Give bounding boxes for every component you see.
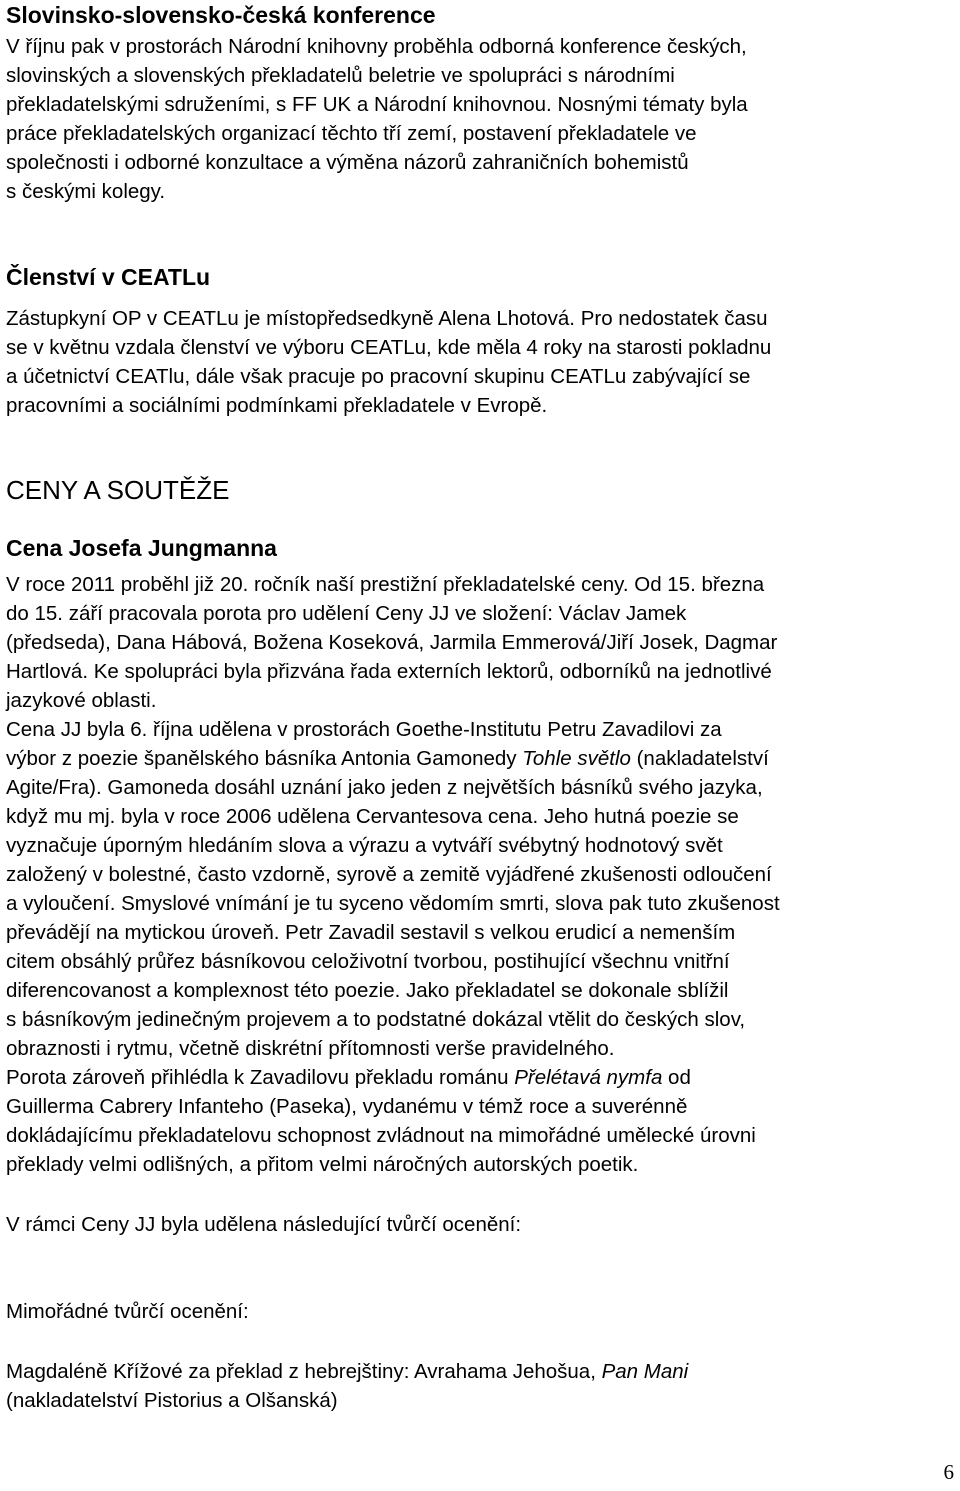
ceatl-heading: Členství v CEATLu xyxy=(6,264,211,290)
text-line: jazykové oblasti. xyxy=(6,689,157,712)
extra-award-entry xyxy=(6,1357,956,1415)
text-line: překladatelskými sdruženími, s FF UK a Národní knihovnou. Nosnými tématy byla xyxy=(6,93,748,116)
text-line: s básníkovým jedinečným projevem a to podstatné dokázal vtělit do českých slov, xyxy=(6,1008,746,1031)
text-line-novel xyxy=(6,1063,956,1092)
awards-heading: CENY A SOUTĚŽE xyxy=(6,475,230,505)
conference-paragraph xyxy=(6,32,956,206)
page-number: 6 xyxy=(943,1460,954,1484)
text-line: citem obsáhlý průřez básníkovou celoživotní tvorbou, postihující všechnu vnitřní xyxy=(6,950,730,973)
text-line: s českými kolegy. xyxy=(6,180,166,203)
conference-heading: Slovinsko-slovensko-česká konference xyxy=(6,2,436,28)
creative-awards-intro xyxy=(6,1210,956,1239)
jungmann-section xyxy=(6,533,956,1179)
award-pre: Magdaléně Křížové za překlad z hebrejštiny: Avrahama Jehošua, xyxy=(6,1360,602,1383)
text-line: dokládajícímu překladatelovu schopnost zvládnout na mimořádné umělecké úrovni xyxy=(6,1124,756,1147)
text-line: (nakladatelství Pistorius a Olšanská) xyxy=(6,1389,338,1412)
book-title: Tohle světlo xyxy=(522,747,631,770)
ceatl-section xyxy=(6,262,956,420)
text-line: Hartlová. Ke spolupráci byla přizvána řada externích lektorů, odborníků na jednotlivé xyxy=(6,660,772,683)
award-line xyxy=(6,1357,956,1386)
novel-line-pre: Porota zároveň přihlédla k Zavadilovu překladu románu xyxy=(6,1066,515,1089)
text-line: diferencovanost a komplexnost této poezie. Jako překladatel se dokonale sblížil xyxy=(6,979,729,1002)
book-line-pre: výbor z poezie španělského básníka Antonia Gamonedy xyxy=(6,747,523,770)
conference-section xyxy=(6,0,956,206)
text-line: obraznosti i rytmu, včetně diskrétní přítomnosti verše pravidelného. xyxy=(6,1037,615,1060)
text-line: do 15. září pracovala porota pro udělení Ceny JJ ve složení: Václav Jamek xyxy=(6,602,687,625)
extra-award-heading xyxy=(6,1297,956,1326)
text-line: Zástupkyní OP v CEATLu je místopředsedkyně Alena Lhotová. Pro nedostatek času xyxy=(6,307,768,330)
text-line: V rámci Ceny JJ byla udělena následující tvůrčí ocenění: xyxy=(6,1213,522,1236)
text-line: založený v bolestné, často vzdorně, syrově a zemitě vyjádřené zkušenosti odloučení xyxy=(6,863,772,886)
text-line: se v květnu vzdala členství ve výboru CEATLu, kde měla 4 roky na starosti pokladnu xyxy=(6,336,772,359)
text-line: a vyloučení. Smyslové vnímání je tu syceno vědomím smrti, slova pak tuto zkušenost xyxy=(6,892,780,915)
text-line: V říjnu pak v prostorách Národní knihovny proběhla odborná konference českých, xyxy=(6,35,747,58)
text-line: a účetnictví CEATlu, dále však pracuje po pracovní skupinu CEATLu zabývající se xyxy=(6,365,751,388)
awards-section xyxy=(6,473,956,507)
text-line: slovinských a slovenských překladatelů beletrie ve spolupráci s národními xyxy=(6,64,675,87)
text-line: (předseda), Dana Hábová, Božena Koseková, Jarmila Emmerová/Jiří Josek, Dagmar xyxy=(6,631,778,654)
text-line: V roce 2011 proběhl již 20. ročník naší prestižní překladatelské ceny. Od 15. března xyxy=(6,573,765,596)
text-line: Mimořádné tvůrčí ocenění: xyxy=(6,1300,249,1323)
text-line: převádějí na mytickou úroveň. Petr Zavadil sestavil s velkou erudicí a nemenším xyxy=(6,921,736,944)
text-line-book xyxy=(6,744,956,773)
book-line-post: (nakladatelství xyxy=(630,747,769,770)
text-line: Cena JJ byla 6. října udělena v prostorách Goethe-Institutu Petru Zavadilovi za xyxy=(6,718,722,741)
text-line: Agite/Fra). Gamoneda dosáhl uznání jako jeden z největších básníků svého jazyka, xyxy=(6,776,763,799)
jungmann-heading: Cena Josefa Jungmanna xyxy=(6,535,277,561)
novel-line-post: od xyxy=(662,1066,691,1089)
text-line: práce překladatelských organizací těchto tří zemí, postavení překladatele ve xyxy=(6,122,697,145)
award-book-title: Pan Mani xyxy=(601,1360,689,1383)
text-line: společnosti i odborné konzultace a výměna názorů zahraničních bohemistů xyxy=(6,151,689,174)
text-line: když mu mj. byla v roce 2006 udělena Cervantesova cena. Jeho hutná poezie se xyxy=(6,805,739,828)
jungmann-paragraph xyxy=(6,570,956,1179)
text-line: vyznačuje úporným hledáním slova a výrazu a vytváří svébytný hodnotový svět xyxy=(6,834,723,857)
text-line: pracovními a sociálními podmínkami překladatele v Evropě. xyxy=(6,394,548,417)
text-line: Guillerma Cabrery Infanteho (Paseka), vydanému v témž roce a suverénně xyxy=(6,1095,688,1118)
text-line: překlady velmi odlišných, a přitom velmi náročných autorských poetik. xyxy=(6,1153,639,1176)
novel-title: Přelétavá nymfa xyxy=(514,1066,663,1089)
ceatl-paragraph xyxy=(6,304,956,420)
